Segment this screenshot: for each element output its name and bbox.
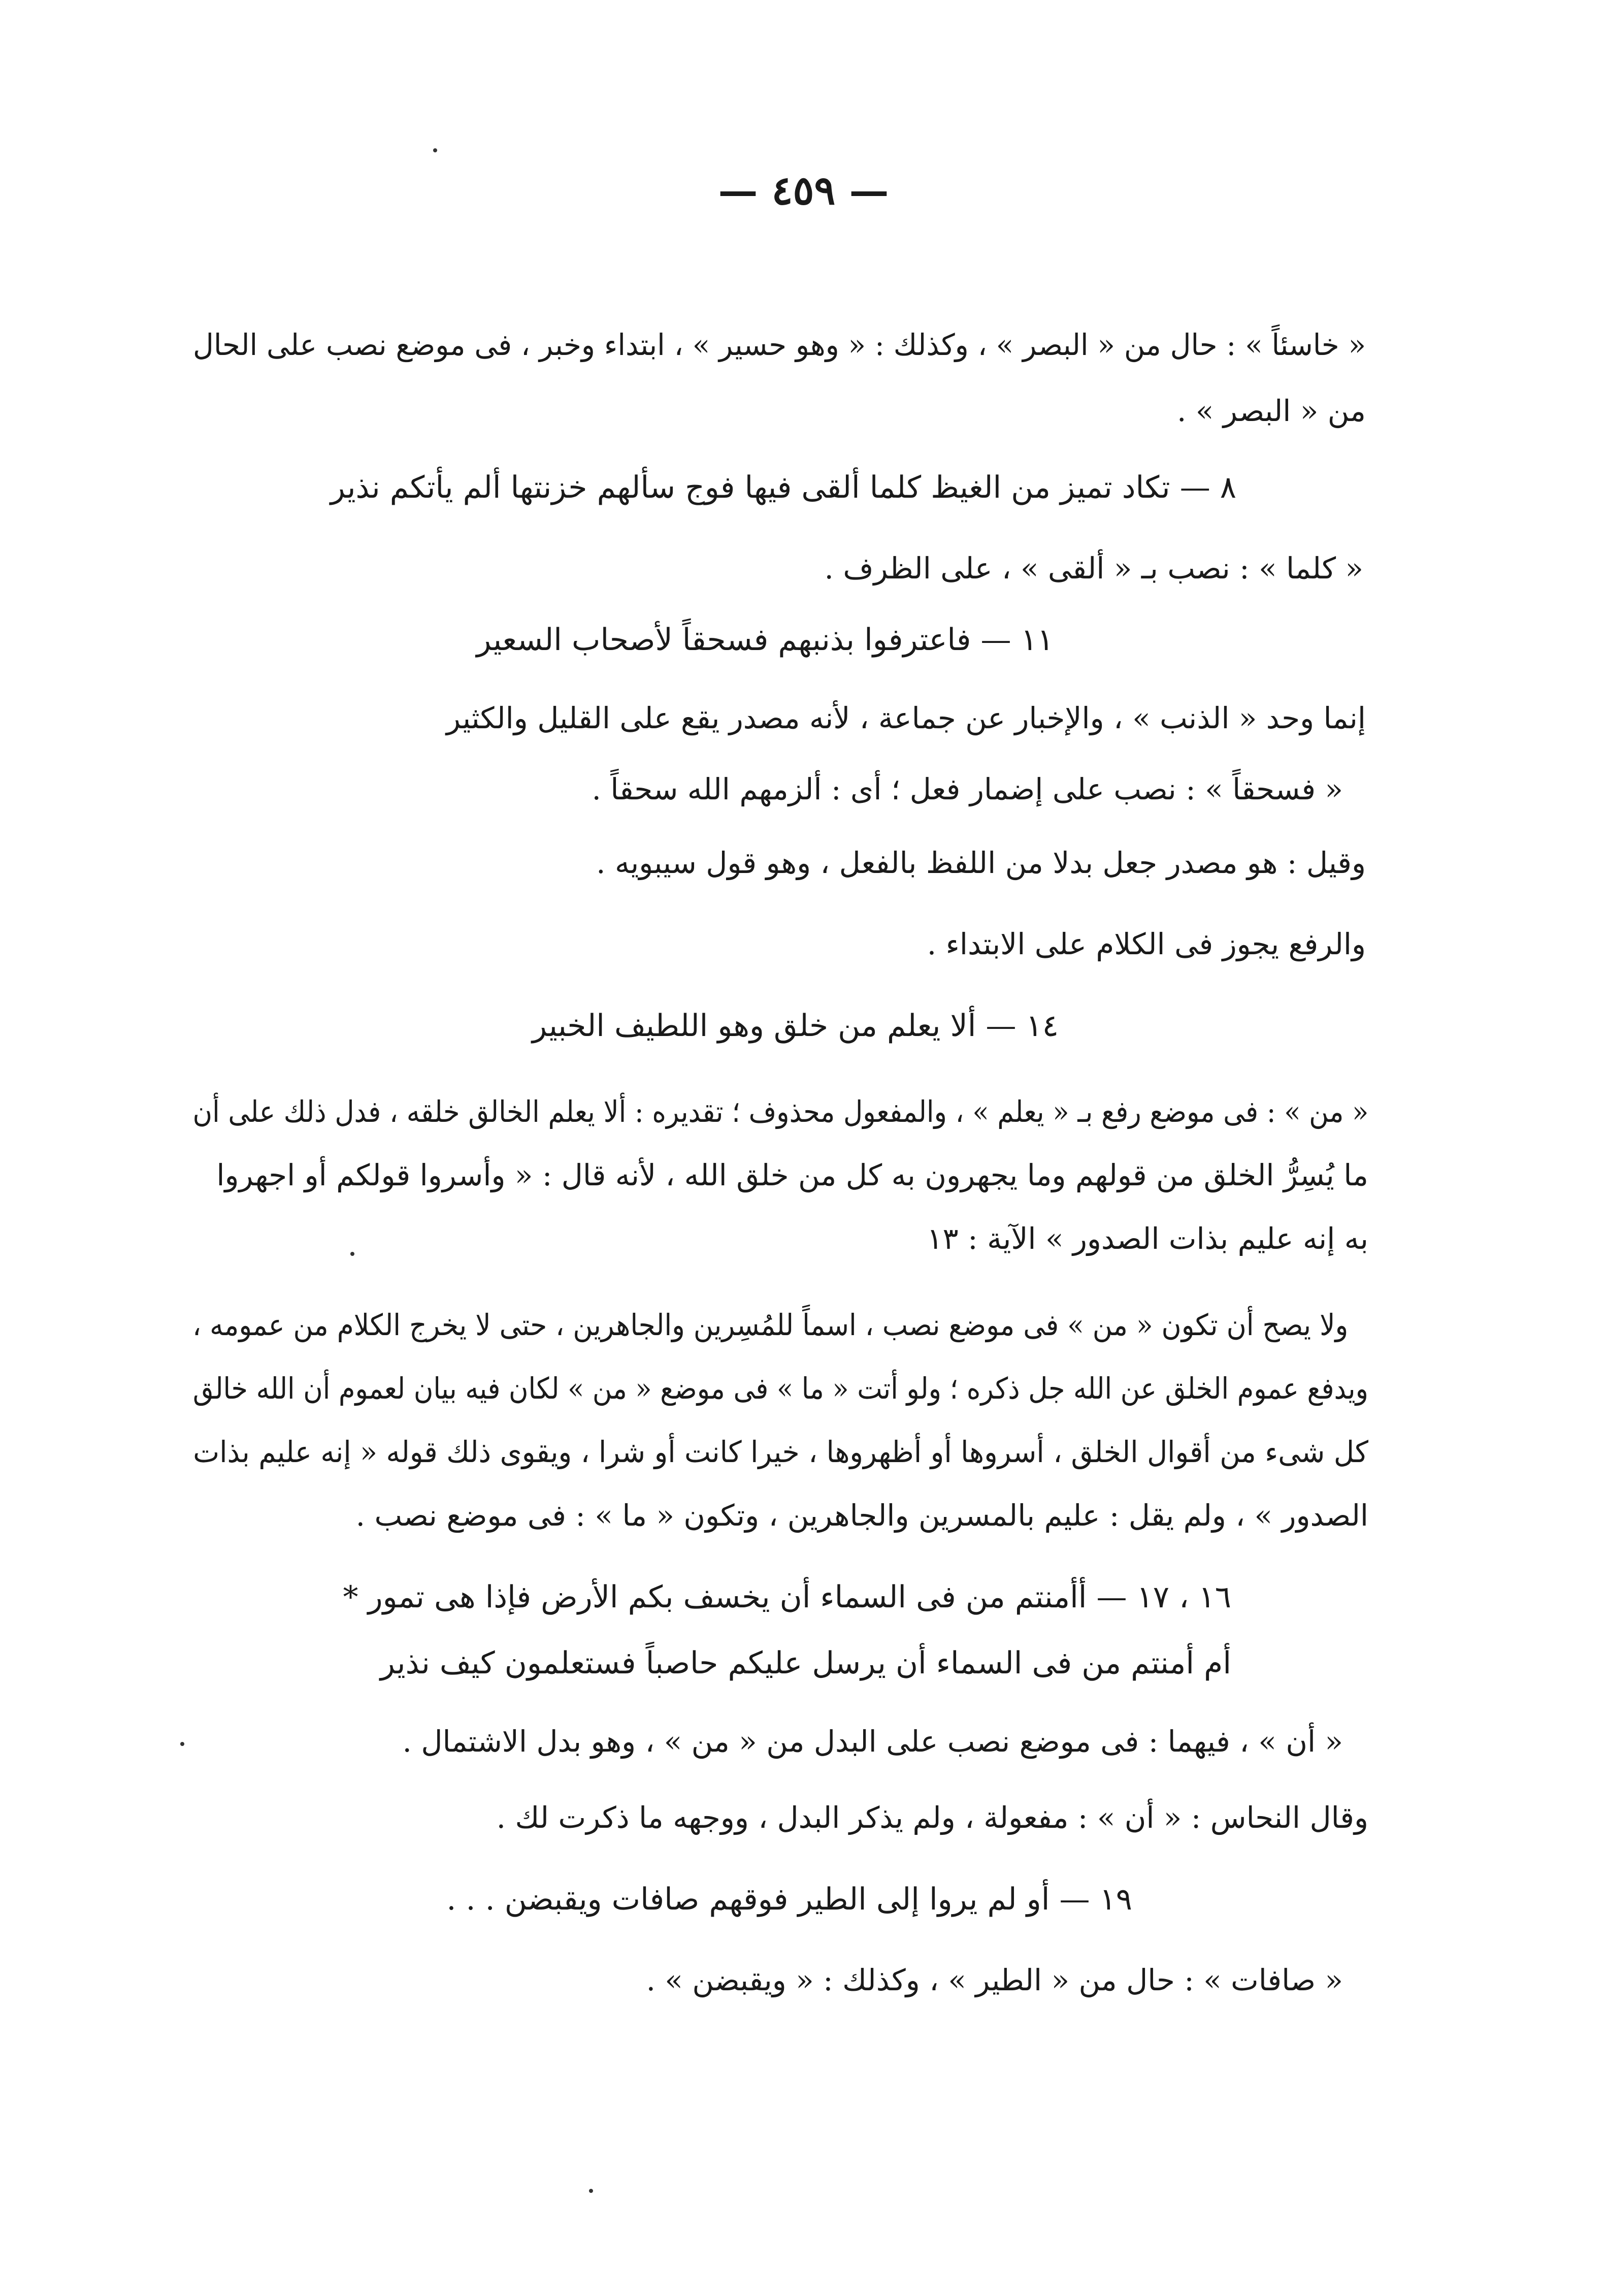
text-line: « صافات » : حال من « الطير » ، وكذلك : « ويقبضن » . [646, 1963, 1343, 1997]
text-line: « أن » ، فيهما : فى موضع نصب على البدل من « من » ، وهو بدل الاشتمال . [402, 1724, 1343, 1759]
text-line: « كلما » : نصب بـ « ألقى » ، على الظرف . [824, 551, 1363, 586]
verse-line: ١٩ — أو لم يروا إلى الطير فوقهم صافات ويقبضن . . . [446, 1882, 1132, 1917]
scan-speck [350, 1252, 354, 1256]
text-line: « من » : فى موضع رفع بـ « يعلم » ، والمفعول محذوف ؛ تقديره : ألا يعلم الخالق خلقه ، فدل ذلك على أن [192, 1094, 1368, 1129]
text-line: الصدور » ، ولم يقل : عليم بالمسرين والجاهرين ، وتكون « ما » : فى موضع نصب . [355, 1498, 1368, 1533]
text-line: من « البصر » . [1177, 394, 1366, 428]
scan-speck [589, 2189, 593, 2193]
text-line: وقيل : هو مصدر جعل بدلا من اللفظ بالفعل ، وهو قول سيبويه . [596, 846, 1366, 880]
text-line: ما يُسِرُّ الخلق من قولهم وما يجهرون به كل من خلق الله ، لأنه قال : « وأسروا قولكم أو اجهروا [216, 1158, 1368, 1192]
text-line: « خاسئاً » : حال من « البصر » ، وكذلك : « وهو حسير » ، ابتداء وخبر ، فى موضع نصب على الحال [193, 328, 1366, 362]
text-line: كل شىء من أقوال الخلق ، أسروها أو أظهروها ، خيرا كانت أو شرا ، ويقوى ذلك قوله « إنه عليم بذات [193, 1435, 1368, 1469]
scan-speck [433, 148, 437, 152]
scan-speck [180, 1742, 184, 1746]
text-line: ولا يصح أن تكون « من » فى موضع نصب ، اسماً للمُسِرين والجاهرين ، حتى لا يخرج الكلام من عمومه ، [192, 1308, 1348, 1342]
text-line: ويدفع عموم الخلق عن الله جل ذكره ؛ ولو أتت « ما » فى موضع « من » لكان فيه بيان لعموم أن الله خالق [192, 1371, 1368, 1406]
verse-line: أم أمنتم من فى السماء أن يرسل عليكم حاصباً فستعلمون كيف نذير [380, 1645, 1231, 1681]
verse-line: ١٦ ، ١٧ — أأمنتم من فى السماء أن يخسف بكم الأرض فإذا هى تمور * [343, 1579, 1231, 1615]
text-line: « فسحقاً » : نصب على إضمار فعل ؛ أى : ألزمهم الله سحقاً . [592, 772, 1343, 806]
verse-line: ١١ — فاعترفوا بذنبهم فسحقاً لأصحاب السعير [476, 622, 1054, 658]
text-line: والرفع يجوز فى الكلام على الابتداء . [927, 927, 1366, 961]
verse-line: ١٤ — ألا يعلم من خلق وهو اللطيف الخبير [532, 1008, 1059, 1044]
text-line: وقال النحاس : « أن » : مفعولة ، ولم يذكر البدل ، ووجهه ما ذكرت لك . [496, 1800, 1368, 1835]
page-number: — ٤٥٩ — [718, 168, 889, 214]
text-line: إنما وحد « الذنب » ، والإخبار عن جماعة ، لأنه مصدر يقع على القليل والكثير [446, 701, 1366, 735]
verse-line: ٨ — تكاد تميز من الغيظ كلما ألقى فيها فوج سألهم خزنتها ألم يأتكم نذير [330, 470, 1236, 505]
text-line: به إنه عليم بذات الصدور » الآية : ١٣ [927, 1221, 1368, 1256]
